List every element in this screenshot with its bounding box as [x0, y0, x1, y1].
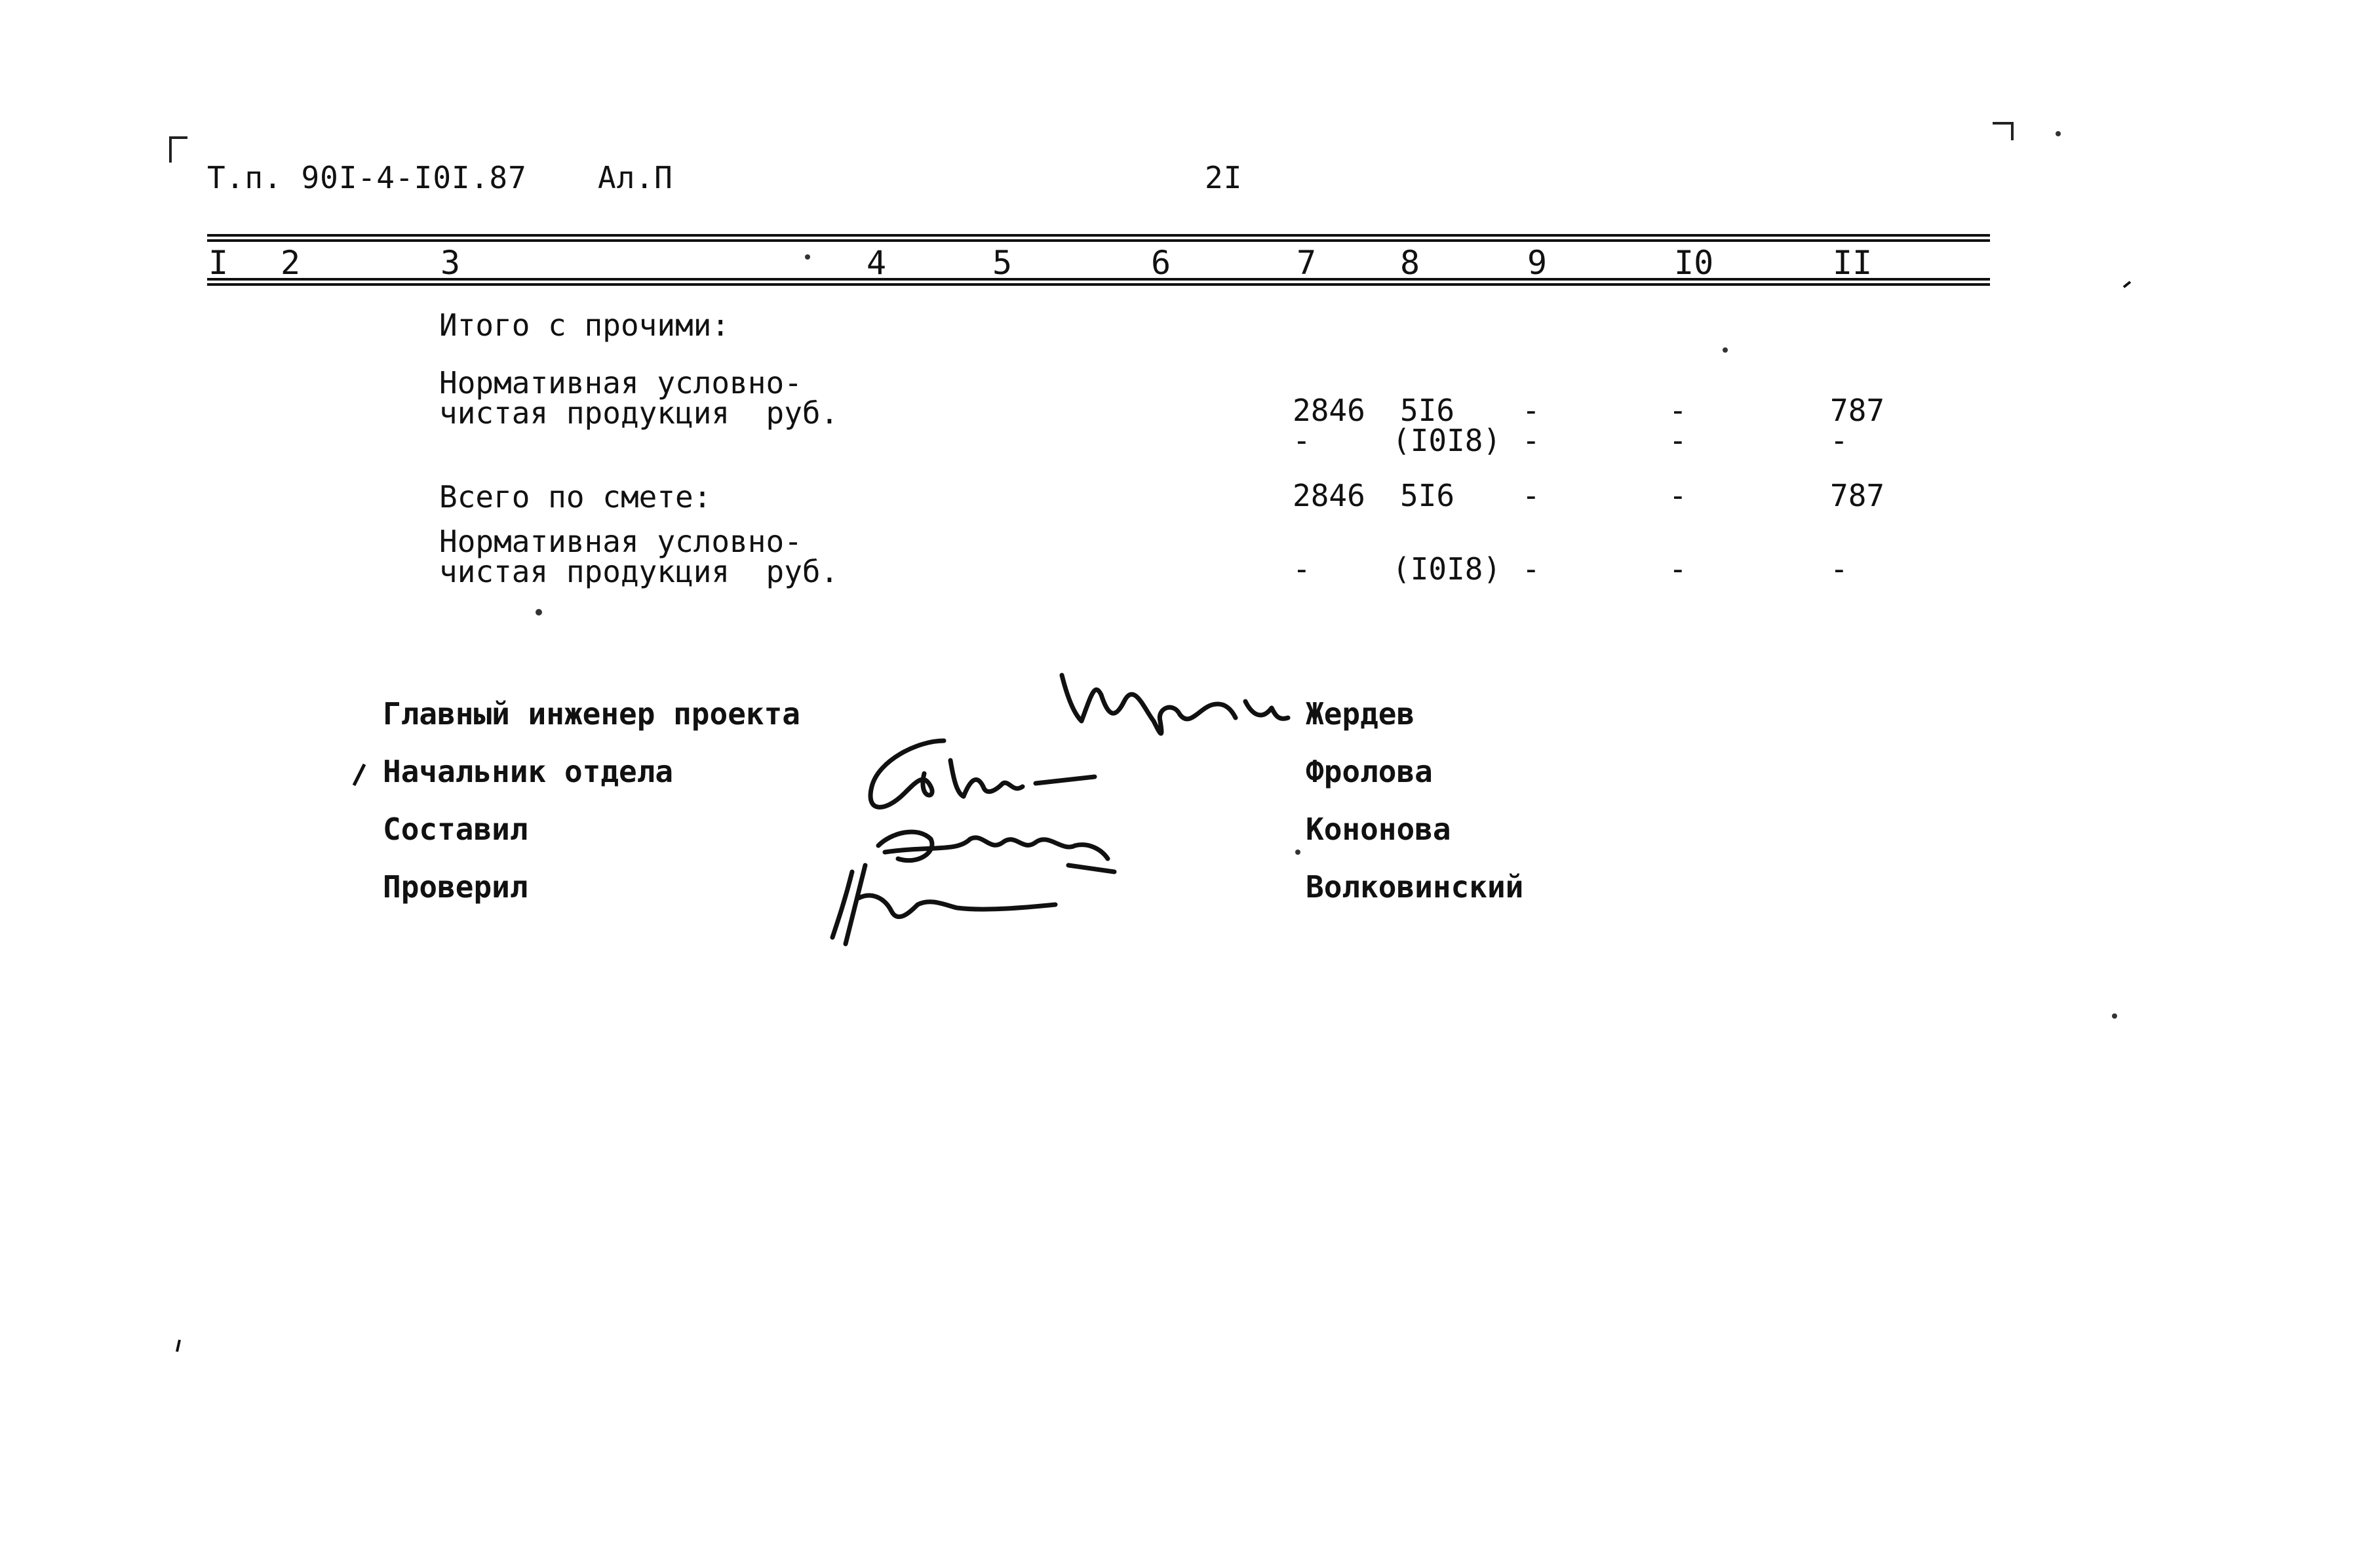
cell-col10: - [1669, 478, 1687, 513]
signature-scribble-3 [878, 832, 1114, 872]
cell-col7: - [1293, 423, 1311, 458]
column-number-8: 8 [1400, 244, 1420, 282]
column-number-11: II [1833, 244, 1873, 282]
cell-col10: - [1669, 423, 1687, 458]
row-label-line: чистая продукция руб. [439, 395, 839, 431]
signature-role: Начальник отдела [383, 754, 674, 789]
row-label-line: чистая продукция руб. [439, 554, 839, 589]
cell-col11: 787 [1830, 393, 1885, 428]
scan-speck [2112, 1013, 2117, 1019]
cell-col8: 5I6 [1400, 393, 1455, 428]
column-number-2: 2 [281, 244, 301, 282]
signature-scribble-2 [870, 741, 1095, 807]
cell-col9: - [1522, 393, 1540, 428]
row-total-label: Всего по смете: [439, 479, 712, 515]
document-code: Т.п. 90I-4-I0I.87 [207, 160, 527, 195]
cell-col8: (I0I8) [1392, 423, 1502, 458]
signature-name: Кононова [1306, 812, 1451, 847]
row-label-line: Нормативная условно- [439, 524, 802, 559]
signature-scribble-1 [1062, 675, 1288, 734]
scan-speck [536, 609, 542, 616]
scan-speck [2056, 131, 2061, 136]
signature-role: Составил [383, 812, 528, 847]
cell-col8: 5I6 [1400, 478, 1455, 513]
cell-col7: - [1293, 551, 1311, 587]
column-number-9: 9 [1527, 244, 1548, 282]
scan-speck [1723, 347, 1728, 353]
column-number-4: 4 [867, 244, 887, 282]
column-number-3: 3 [440, 244, 461, 282]
cell-col11: 787 [1830, 478, 1885, 513]
cell-col9: - [1522, 423, 1540, 458]
signature-scribble-4 [832, 865, 1055, 944]
signature-name: Фролова [1306, 754, 1433, 789]
scan-speck [805, 254, 810, 260]
scan-stroke [2124, 282, 2130, 287]
cell-col8: (I0I8) [1392, 551, 1502, 587]
album-label: Ал.П [598, 160, 673, 195]
scan-stroke [354, 764, 364, 785]
cell-col11: - [1830, 423, 1848, 458]
column-number-5: 5 [992, 244, 1013, 282]
signature-name: Жердев [1306, 696, 1415, 732]
scan-stroke [177, 1340, 180, 1352]
scan-speck [1295, 850, 1300, 855]
signature-role: Проверил [383, 869, 528, 905]
cell-col10: - [1669, 393, 1687, 428]
cell-col7: 2846 [1293, 478, 1365, 513]
column-number-7: 7 [1297, 244, 1317, 282]
cell-col11: - [1830, 551, 1848, 587]
cell-col9: - [1522, 478, 1540, 513]
column-number-10: I0 [1674, 244, 1714, 282]
column-number-6: 6 [1151, 244, 1171, 282]
signature-name: Волковинский [1306, 869, 1524, 905]
cell-col10: - [1669, 551, 1687, 587]
cell-col9: - [1522, 551, 1540, 587]
cell-col7: 2846 [1293, 393, 1365, 428]
row-subtotal-label: Итого с прочими: [439, 307, 730, 343]
column-number-1: I [208, 244, 229, 282]
page-number: 2I [1205, 160, 1243, 195]
row-label-line: Нормативная условно- [439, 365, 802, 401]
signature-role: Главный инженер проекта [383, 696, 800, 732]
